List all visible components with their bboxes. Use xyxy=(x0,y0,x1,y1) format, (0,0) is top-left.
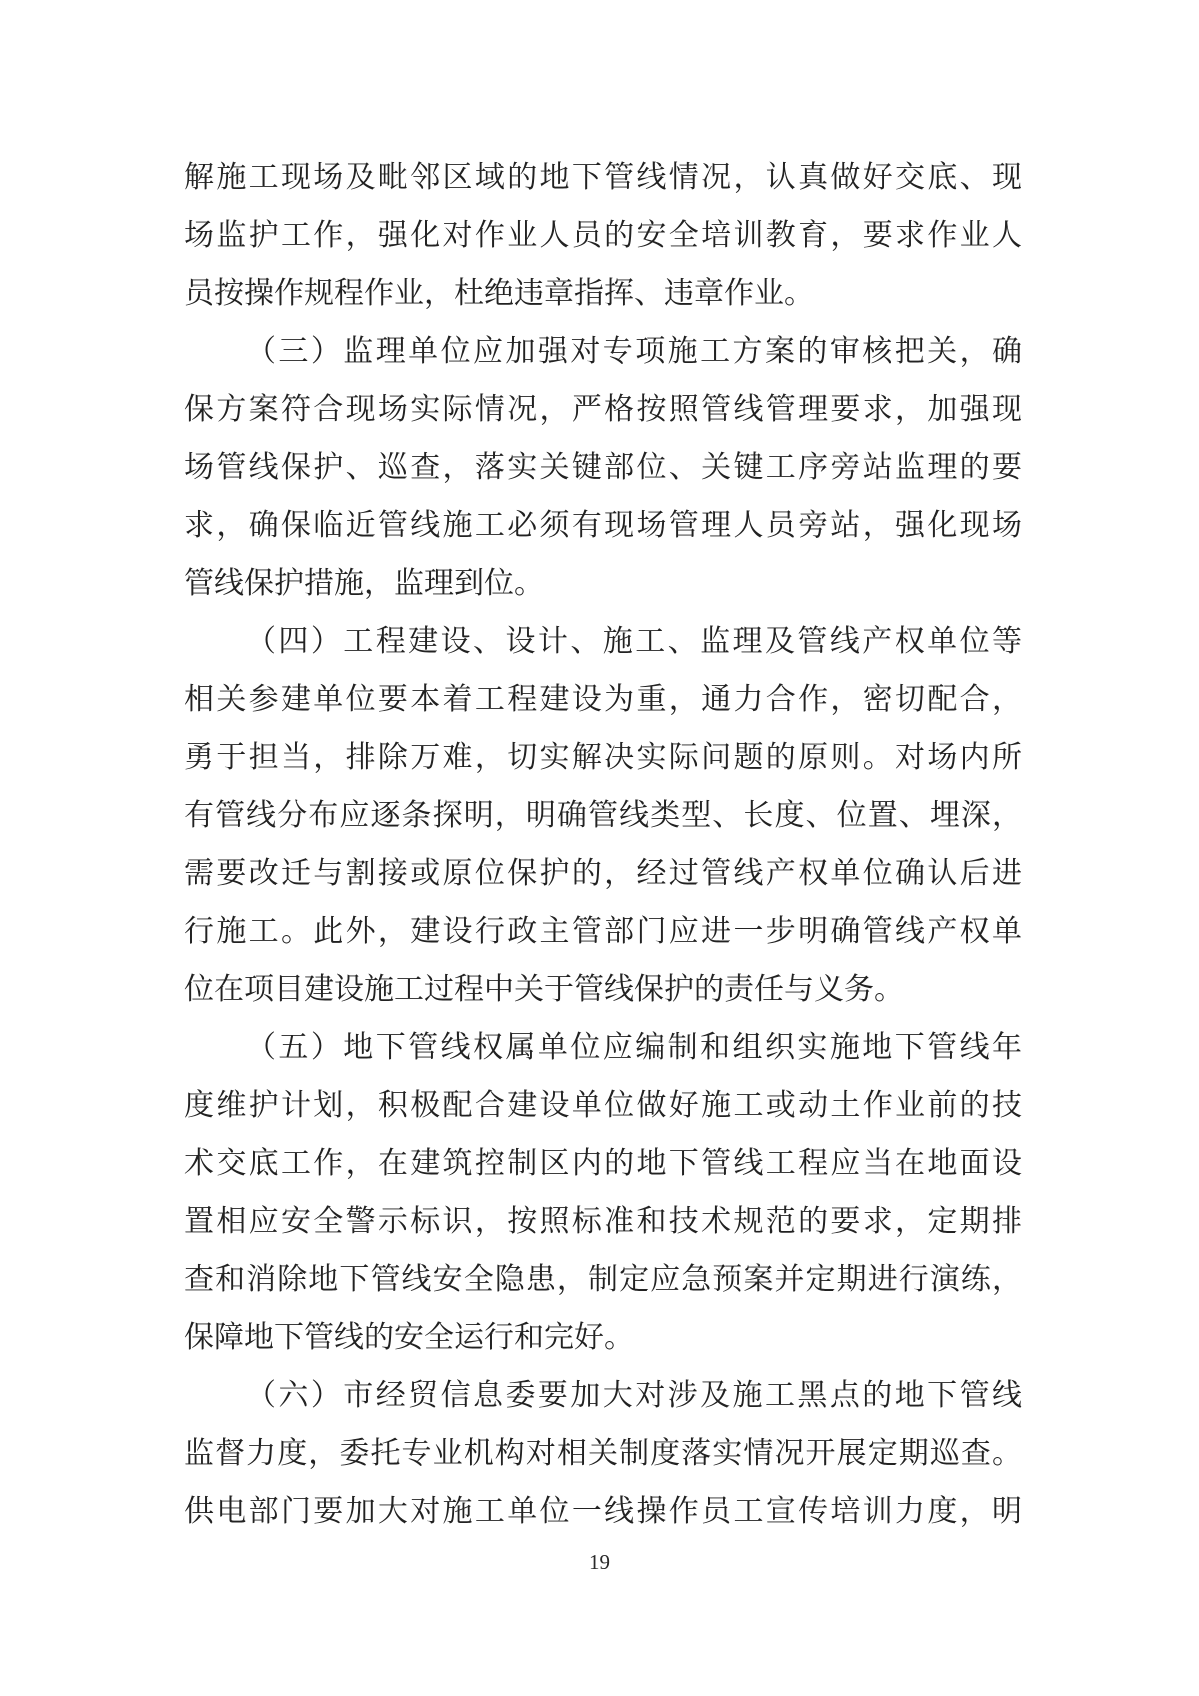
text-line: 术交底工作，在建筑控制区内的地下管线工程应当在地面设 xyxy=(184,1147,1022,1180)
text-line: 行施工。此外，建设行政主管部门应进一步明确管线产权单 xyxy=(184,915,1022,948)
text-line: 保方案符合现场实际情况，严格按照管线管理要求，加强现 xyxy=(184,393,1022,426)
text-line: （六）市经贸信息委要加大对涉及施工黑点的地下管线 xyxy=(246,1379,1022,1412)
text-line: 勇于担当，排除万难，切实解决实际问题的原则。对场内所 xyxy=(184,741,1022,774)
text-line: 相关参建单位要本着工程建设为重，通力合作，密切配合， xyxy=(184,683,1022,716)
text-line: 位在项目建设施工过程中关于管线保护的责任与义务。 xyxy=(184,973,904,1006)
text-line: （五）地下管线权属单位应编制和组织实施地下管线年 xyxy=(246,1031,1022,1064)
text-line: 求，确保临近管线施工必须有现场管理人员旁站，强化现场 xyxy=(184,509,1022,542)
text-line: 保障地下管线的安全运行和完好。 xyxy=(184,1321,634,1354)
text-line: 解施工现场及毗邻区域的地下管线情况，认真做好交底、现 xyxy=(184,161,1022,194)
paragraph-item-5 xyxy=(184,1019,1022,1367)
page-number: 19 xyxy=(589,1550,610,1574)
text-line: （四）工程建设、设计、施工、监理及管线产权单位等 xyxy=(246,625,1022,658)
paragraph-item-4 xyxy=(184,613,1022,1019)
text-line: 场监护工作，强化对作业人员的安全培训教育，要求作业人 xyxy=(184,219,1022,252)
text-line: 置相应安全警示标识，按照标准和技术规范的要求，定期排 xyxy=(184,1205,1022,1238)
paragraph-item-6 xyxy=(184,1367,1022,1541)
text-line: （三）监理单位应加强对专项施工方案的审核把关，确 xyxy=(246,335,1022,368)
text-line: 需要改迁与割接或原位保护的，经过管线产权单位确认后进 xyxy=(184,857,1022,890)
text-line: 有管线分布应逐条探明，明确管线类型、长度、位置、埋深， xyxy=(184,799,1022,832)
paragraph-continuation xyxy=(184,149,1022,323)
text-line: 场管线保护、巡查，落实关键部位、关键工序旁站监理的要 xyxy=(184,451,1022,484)
text-line: 度维护计划，积极配合建设单位做好施工或动土作业前的技 xyxy=(184,1089,1022,1122)
text-line: 监督力度，委托专业机构对相关制度落实情况开展定期巡查。 xyxy=(184,1437,1022,1470)
paragraph-item-3 xyxy=(184,323,1022,613)
text-block xyxy=(184,149,1022,1541)
text-line: 查和消除地下管线安全隐患，制定应急预案并定期进行演练， xyxy=(184,1263,1022,1296)
text-line: 员按操作规程作业，杜绝违章指挥、违章作业。 xyxy=(184,277,814,310)
text-line: 供电部门要加大对施工单位一线操作员工宣传培训力度，明 xyxy=(184,1495,1022,1528)
text-line: 管线保护措施，监理到位。 xyxy=(184,567,544,600)
